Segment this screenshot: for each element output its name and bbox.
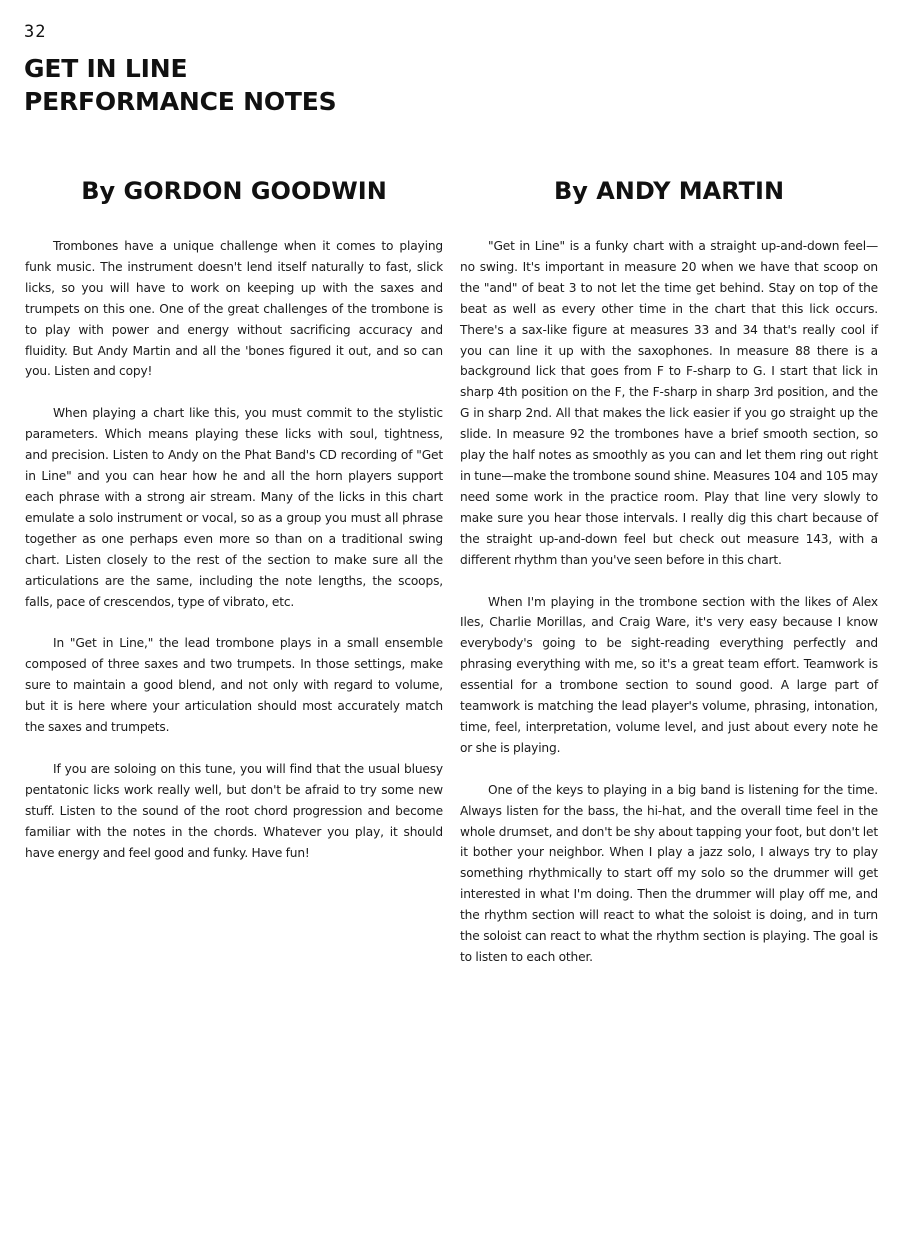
- left-paragraph-4: If you are soloing on this tune, you will find that the usual bluesy pentatonic licks work really well, but don't be afraid to try some new stuff. Listen to the sound of the root chord progression and become familiar with the notes in the chords. Whatever you play, it should have energy and feel good and funky. Have fun!: [25, 761, 443, 860]
- byline-gordon-goodwin: By GORDON GOODWIN: [81, 177, 387, 205]
- left-column: [25, 168, 443, 884]
- left-paragraph-2: When playing a chart like this, you must commit to the stylistic parameters. Which means playing these licks with soul, tightness, and precision. Listen to Andy on the Phat Band's CD recording of "Get in Line" and you can hear how he and all the horn players support each phrase with a strong air stream. Many of the licks in this chart emulate a solo instrument or vocal, so as a group you must all phrase together as one perhaps even more so than on a traditional swing chart. Listen closely to the rest of the section to make sure all the articulations are the same, including the note lengths, the scoops, falls, pace of crescendos, type of vibrato, etc.: [25, 406, 443, 609]
- page-title-line-2: PERFORMANCE NOTES: [24, 87, 337, 116]
- page-number: 32: [24, 22, 47, 42]
- left-paragraph-3: In "Get in Line," the lead trombone plays in a small ensemble composed of three saxes and two trumpets. In those settings, make sure to maintain a good blend, and not only with regard to volume, but it is here where your articulation should most accurately match the saxes and trumpets.: [25, 636, 443, 735]
- page-title: [24, 52, 336, 118]
- left-paragraph-1: Trombones have a unique challenge when it comes to playing funk music. The instrument doesn't lend itself naturally to fast, slick licks, so you will have to work on keeping up with the saxes and trumpets on this one. One of the great challenges of the trombone is to play with power and energy without sacrificing accuracy and fluidity. But Andy Martin and all the 'bones figured it out, and so can you. Listen and copy!: [25, 239, 443, 379]
- byline-andy-martin: By ANDY MARTIN: [553, 177, 785, 205]
- right-paragraph-2: When I'm playing in the trombone section with the likes of Alex Iles, Charlie Morillas, and Craig Ware, it's very easy because I know everybody's going to be sight-reading everything perfectly and phrasing everything with me, so it's a great team effort. Teamwork is essential for a trombone section to sound good. A large part of teamwork is matching the lead player's volume, phrasing, intonation, time, feel, interpretation, volume level, and just about every note he or she is playing.: [460, 594, 878, 755]
- right-paragraph-1: "Get in Line" is a funky chart with a straight up-and-down feel—no swing. It's important in measure 20 when we have that scoop on the "and" of beat 3 to not let the time get behind. Stay on top of the beat as well as every other time in the chart that this lick occurs. There's a sax-like figure at measures 33 and 34 that's really cool if you can line it up with the saxophones. In measure 88 there is a background lick that goes from F to F-sharp to G. I start that lick in sharp 4th position on the F, the F-sharp in sharp 3rd position, and the G in sharp 2nd. All that makes the lick easier if you go straight up the slide. In measure 92 the trombones have a brief smooth section, so play the half notes as smoothly as you can and let them ring out right in tune—make the trombone sound shine. Measures 104 and 105 may need some work in the practice room. Play that line very slowly to make sure you hear those intervals. I really dig this chart because of the straight up-and-down feel but check out measure 143, with a different rhythm than you've seen before in this chart.: [460, 239, 878, 567]
- right-column: [460, 168, 878, 989]
- page-title-line-1: GET IN LINE: [24, 54, 188, 83]
- right-paragraph-3: One of the keys to playing in a big band is listening for the time. Always listen for the bass, the hi-hat, and the overall time feel in the whole drumset, and don't be shy about tapping your foot, but don't let it bother your neighbor. When I play a jazz solo, I always try to play something rhythmically to start off my solo so the drummer will get interested in what I'm doing. Then the drummer will play off me, and the rhythm section will react to what the soloist is doing, and in turn the soloist can react to what the rhythm section is playing. The goal is to listen to each other.: [460, 782, 878, 964]
